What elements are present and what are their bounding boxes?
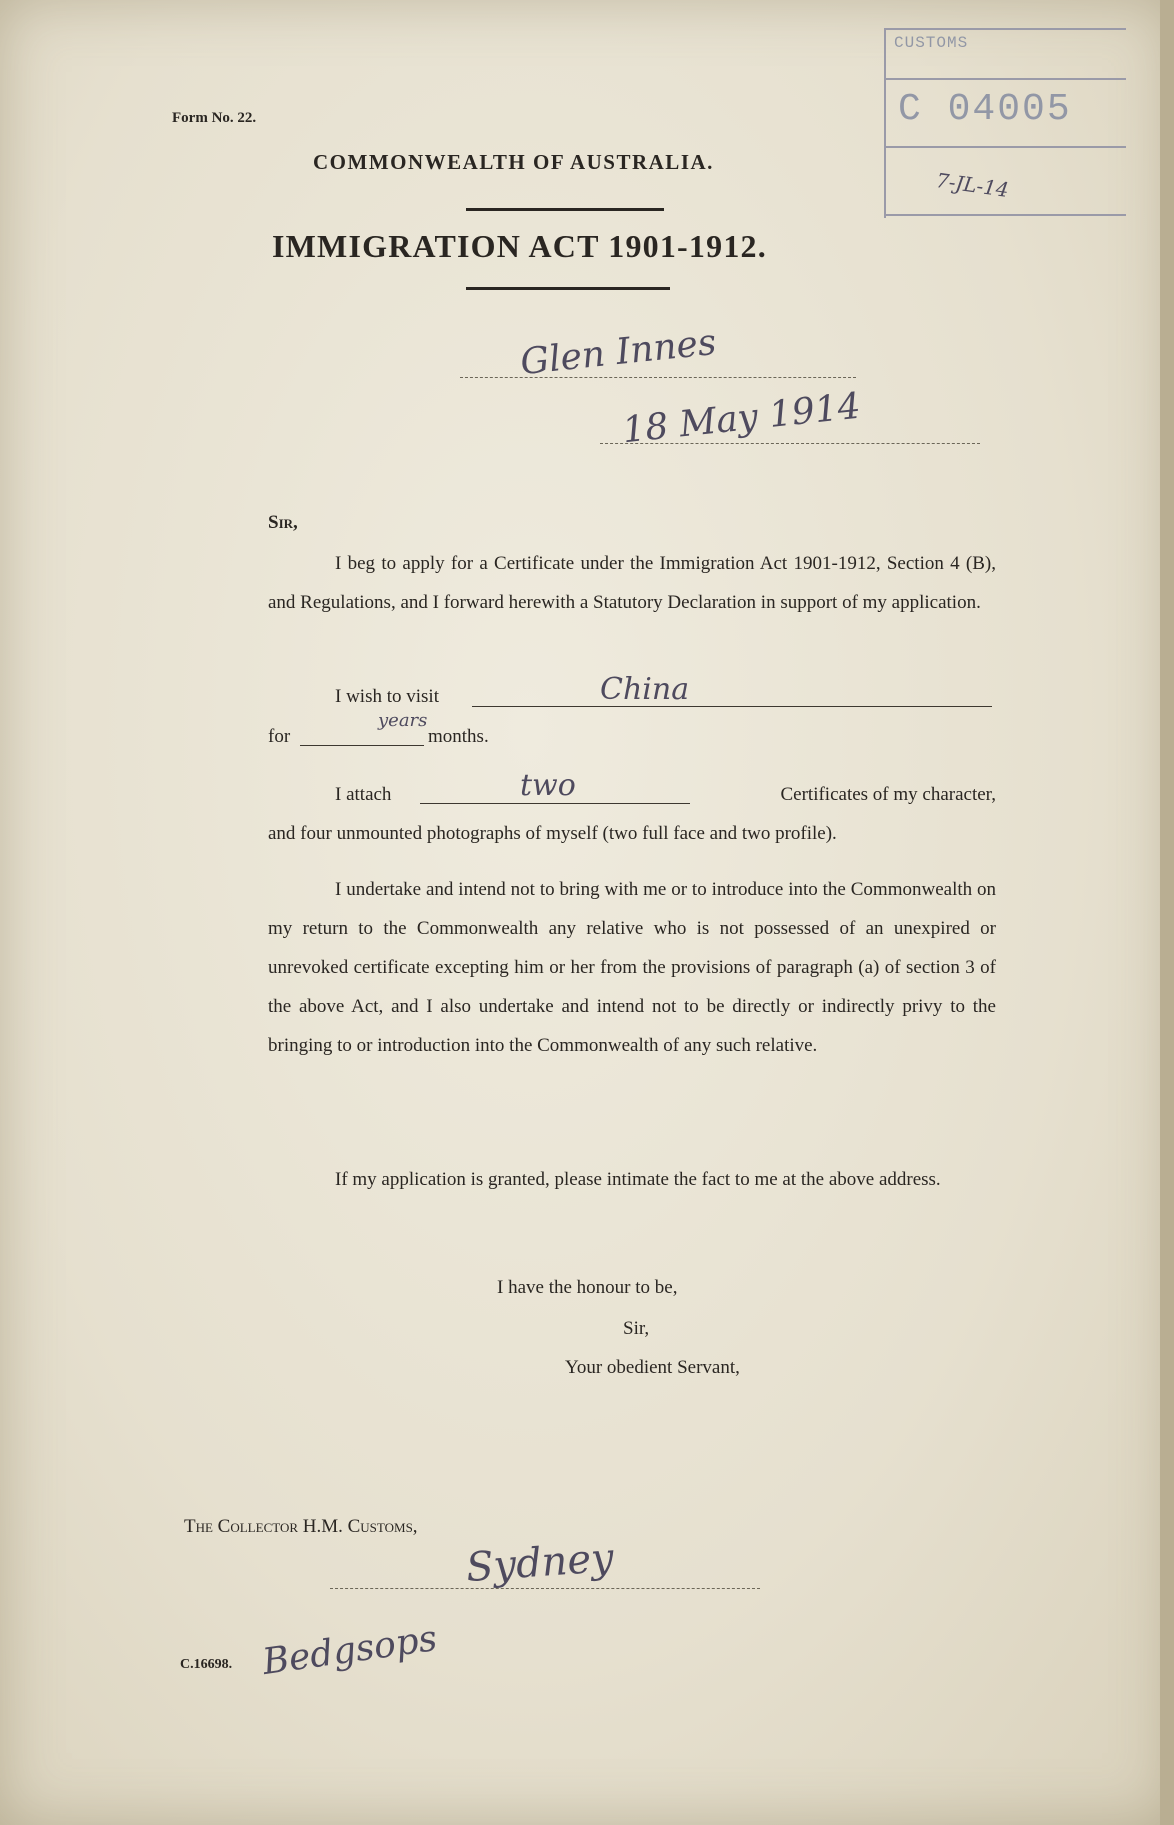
stamp-number: C 04005	[898, 88, 1072, 131]
granted-text: If my application is granted, please intimate the fact to me at the above address.	[335, 1169, 941, 1190]
signature: Bedgsops	[260, 1617, 440, 1684]
stamp-department: CUSTOMS	[894, 34, 969, 52]
form-number: Form No. 22.	[172, 110, 257, 126]
print-code: C.16698.	[180, 1657, 233, 1672]
closing-line3: Your obedient Servant,	[565, 1357, 740, 1378]
application-text: I beg to apply for a Certificate under the Immigration Act 1901-1912, Section 4 (B), and Regulations, and I forward herewith a Statutory Declaration in support of my application.	[268, 553, 996, 613]
undertake-text: I undertake and intend not to bring with me or to introduce into the Commonwealth on my return to the Commonwealth any relative who is not possessed of an unexpired or unrevoked certificate excepting him or her from the provisions of paragraph (a) of section 3 of the above Act, and I also undertake and intend not to be directly or indirectly privy to the bringing to or introduction into the Commonwealth of any such relative.	[268, 879, 996, 1056]
attach-count: two	[520, 768, 576, 803]
salutation: Sir,	[268, 512, 298, 533]
attach-rest: Certificates of my character,	[780, 784, 996, 805]
stamp-date: 7-JL-14	[934, 168, 1011, 202]
attach-label: I attach	[335, 784, 392, 805]
for-label: for	[268, 726, 291, 747]
divider-rule	[466, 208, 664, 211]
closing-line1: I have the honour to be,	[497, 1277, 678, 1298]
duration-blank	[300, 745, 424, 746]
application-paragraph	[268, 544, 996, 622]
attach-blank	[420, 803, 690, 804]
visit-label: I wish to visit	[335, 686, 439, 707]
undertake-paragraph	[268, 870, 996, 1065]
attach-line2: and four unmounted photographs of myself (two full face and two profile).	[268, 823, 837, 844]
closing-line2: Sir,	[623, 1318, 650, 1339]
granted-paragraph	[268, 1160, 996, 1199]
act-title: IMMIGRATION ACT 1901-1912.	[272, 228, 767, 264]
addressee-city: Sydney	[464, 1534, 616, 1592]
page-edge	[1160, 0, 1174, 1825]
visit-destination: China	[600, 672, 690, 707]
address-line	[460, 377, 856, 378]
addressee-city-line	[330, 1588, 760, 1589]
months-label: months.	[428, 726, 489, 747]
handwritten-date: 18 May 1914	[620, 385, 863, 452]
handwritten-address: Glen Innes	[518, 321, 719, 384]
customs-stamp	[884, 28, 1126, 218]
visit-blank	[472, 706, 992, 707]
visit-duration: years	[378, 710, 428, 731]
country-heading: COMMONWEALTH OF AUSTRALIA.	[313, 150, 714, 174]
addressee: The Collector H.M. Customs,	[184, 1516, 418, 1537]
divider-rule	[466, 287, 670, 290]
